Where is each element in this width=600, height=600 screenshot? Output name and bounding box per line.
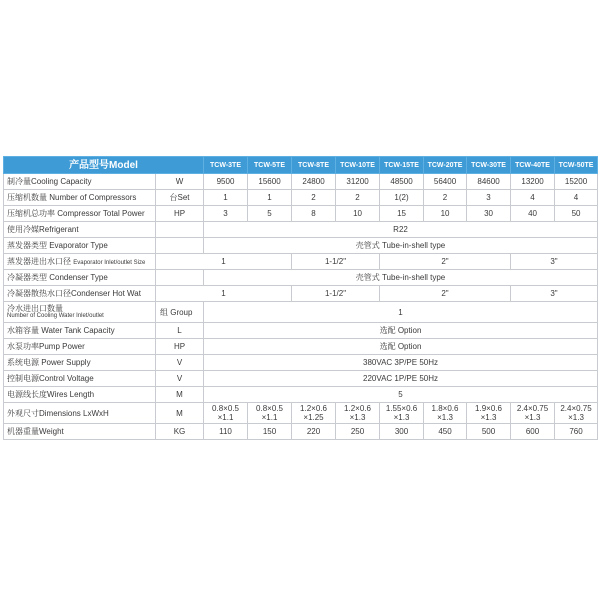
cell — [248, 403, 292, 424]
row-label: 外观尺寸Dimensions LxWxH — [4, 403, 156, 424]
row-label: 使用冷媒Refrigerant — [4, 222, 156, 238]
row-unit: M — [156, 387, 204, 403]
row-label: 冷凝器类型 Condenser Type — [4, 270, 156, 286]
cell-merged: 1-1/2" — [292, 286, 380, 302]
cell — [467, 403, 511, 424]
cell-merged: 选配 Option — [204, 339, 598, 355]
row-label: 水泵功率Pump Power — [4, 339, 156, 355]
dim-line: ×1.3 — [524, 413, 541, 422]
cell: 450 — [424, 424, 467, 440]
cell: 500 — [467, 424, 511, 440]
cell: 15200 — [555, 174, 598, 190]
row-label: 控制电源Control Voltage — [4, 371, 156, 387]
cell — [380, 403, 424, 424]
cell: 48500 — [380, 174, 424, 190]
dim-line: ×1.3 — [568, 413, 584, 422]
row-unit: W — [156, 174, 204, 190]
cell — [292, 403, 336, 424]
cell-merged: 壳管式 Tube-in-shell type — [204, 270, 598, 286]
row-compressors — [4, 190, 598, 206]
cell: 3 — [467, 190, 511, 206]
row-condenser-pipe — [4, 286, 598, 302]
model-header: TCW-20TE — [424, 157, 467, 174]
row-label — [4, 254, 156, 270]
spec-table — [3, 156, 598, 440]
row-label-en: Number of Cooling Water Inlet/outlet — [7, 313, 104, 319]
cell: 1(2) — [380, 190, 424, 206]
cell — [204, 403, 248, 424]
row-condenser-type — [4, 270, 598, 286]
cell: 2 — [292, 190, 336, 206]
row-unit: HP — [156, 206, 204, 222]
cell-merged: 2" — [380, 286, 511, 302]
cell: 1 — [248, 190, 292, 206]
cell-merged: 380VAC 3P/PE 50Hz — [204, 355, 598, 371]
row-dimensions — [4, 403, 598, 424]
row-unit: V — [156, 355, 204, 371]
row-unit: M — [156, 403, 204, 424]
cell: 8 — [292, 206, 336, 222]
row-label-cn: 蒸发器进出水口径 — [7, 256, 71, 266]
cell: 15 — [380, 206, 424, 222]
dim-line: ×1.3 — [480, 413, 497, 422]
cell: 50 — [555, 206, 598, 222]
cell: 9500 — [204, 174, 248, 190]
model-header: TCW-3TE — [204, 157, 248, 174]
cell: 600 — [511, 424, 555, 440]
dim-line: 1.9×0.6 — [475, 404, 502, 413]
cell-merged: 选配 Option — [204, 323, 598, 339]
cell: 1 — [204, 190, 248, 206]
row-label — [4, 302, 156, 323]
cell: 4 — [555, 190, 598, 206]
dim-line: ×1.1 — [217, 413, 234, 422]
dim-line: ×1.1 — [261, 413, 278, 422]
row-unit: 组 Group — [156, 302, 204, 323]
row-label: 制冷量Cooling Capacity — [4, 174, 156, 190]
row-label: 压缩机数量 Number of Compressors — [4, 190, 156, 206]
cell-merged: 220VAC 1P/PE 50Hz — [204, 371, 598, 387]
cell: 2 — [424, 190, 467, 206]
row-unit: V — [156, 371, 204, 387]
row-wires-length — [4, 387, 598, 403]
cell: 220 — [292, 424, 336, 440]
dim-line: 0.8×0.5 — [256, 404, 283, 413]
dim-line: 1.55×0.6 — [385, 404, 418, 413]
cell: 3 — [204, 206, 248, 222]
dim-line: 1.2×0.6 — [344, 404, 371, 413]
row-control-voltage — [4, 371, 598, 387]
model-header: TCW-50TE — [555, 157, 598, 174]
dim-line: ×1.3 — [349, 413, 366, 422]
cell: 2 — [336, 190, 380, 206]
cell-merged: 1 — [156, 254, 292, 270]
cell: 5 — [248, 206, 292, 222]
model-header: TCW-15TE — [380, 157, 424, 174]
cell: 10 — [424, 206, 467, 222]
cell-merged: R22 — [204, 222, 598, 238]
model-header: TCW-30TE — [467, 157, 511, 174]
row-power-supply — [4, 355, 598, 371]
cell: 4 — [511, 190, 555, 206]
row-weight — [4, 424, 598, 440]
model-header: TCW-8TE — [292, 157, 336, 174]
model-header: TCW-5TE — [248, 157, 292, 174]
cell-merged: 1 — [156, 286, 292, 302]
row-pump-power — [4, 339, 598, 355]
cell: 84600 — [467, 174, 511, 190]
cell — [555, 403, 598, 424]
cell: 760 — [555, 424, 598, 440]
cell — [511, 403, 555, 424]
cell: 15600 — [248, 174, 292, 190]
row-label: 冷凝器散热水口径Condenser Hot Wat — [4, 286, 156, 302]
row-label: 蒸发器类型 Evaporator Type — [4, 238, 156, 254]
cell: 300 — [380, 424, 424, 440]
row-label: 系统电源 Power Supply — [4, 355, 156, 371]
dim-line: ×1.3 — [437, 413, 453, 422]
cell: 56400 — [424, 174, 467, 190]
dim-line: 0.8×0.5 — [212, 404, 239, 413]
row-cooling-water — [4, 302, 598, 323]
cell: 13200 — [511, 174, 555, 190]
dim-line: 2.4×0.75 — [516, 404, 549, 413]
dim-line: 2.4×0.75 — [560, 404, 592, 413]
row-unit: HP — [156, 339, 204, 355]
model-title: 产品型号Model — [4, 157, 204, 174]
header-row — [4, 157, 598, 174]
cell: 30 — [467, 206, 511, 222]
row-label: 压缩机总功率 Compressor Total Power — [4, 206, 156, 222]
dim-line: 1.8×0.6 — [431, 404, 459, 413]
cell: 150 — [248, 424, 292, 440]
spec-table-container — [3, 156, 597, 440]
row-cooling-capacity — [4, 174, 598, 190]
row-label: 电源线长度Wires Length — [4, 387, 156, 403]
cell: 31200 — [336, 174, 380, 190]
model-header: TCW-10TE — [336, 157, 380, 174]
cell: 110 — [204, 424, 248, 440]
row-evaporator-pipe — [4, 254, 598, 270]
cell-merged: 1 — [204, 302, 598, 323]
row-label-cn: 冷水进出口数量 — [7, 304, 63, 313]
cell-merged: 3" — [511, 254, 598, 270]
cell: 24800 — [292, 174, 336, 190]
row-unit: KG — [156, 424, 204, 440]
cell-merged: 1-1/2" — [292, 254, 380, 270]
row-compressor-power — [4, 206, 598, 222]
cell: 250 — [336, 424, 380, 440]
cell — [424, 403, 467, 424]
row-label: 机器重量Weight — [4, 424, 156, 440]
cell-merged: 壳管式 Tube-in-shell type — [204, 238, 598, 254]
row-unit: 台Set — [156, 190, 204, 206]
row-tank-capacity — [4, 323, 598, 339]
row-unit: L — [156, 323, 204, 339]
cell-merged: 2" — [380, 254, 511, 270]
cell: 10 — [336, 206, 380, 222]
row-label: 水箱容量 Water Tank Capacity — [4, 323, 156, 339]
cell-merged: 3" — [511, 286, 598, 302]
row-evaporator-type — [4, 238, 598, 254]
row-refrigerant — [4, 222, 598, 238]
row-label-en: Evaporator Inlet/outlet Size — [73, 259, 146, 266]
row-unit-empty — [156, 222, 204, 238]
cell-merged: 5 — [204, 387, 598, 403]
dim-line: 1.2×0.6 — [300, 404, 327, 413]
row-unit-empty — [156, 238, 204, 254]
cell: 40 — [511, 206, 555, 222]
dim-line: ×1.3 — [393, 413, 410, 422]
cell — [336, 403, 380, 424]
dim-line: ×1.25 — [303, 413, 324, 422]
model-header: TCW-40TE — [511, 157, 555, 174]
row-unit-empty — [156, 270, 204, 286]
